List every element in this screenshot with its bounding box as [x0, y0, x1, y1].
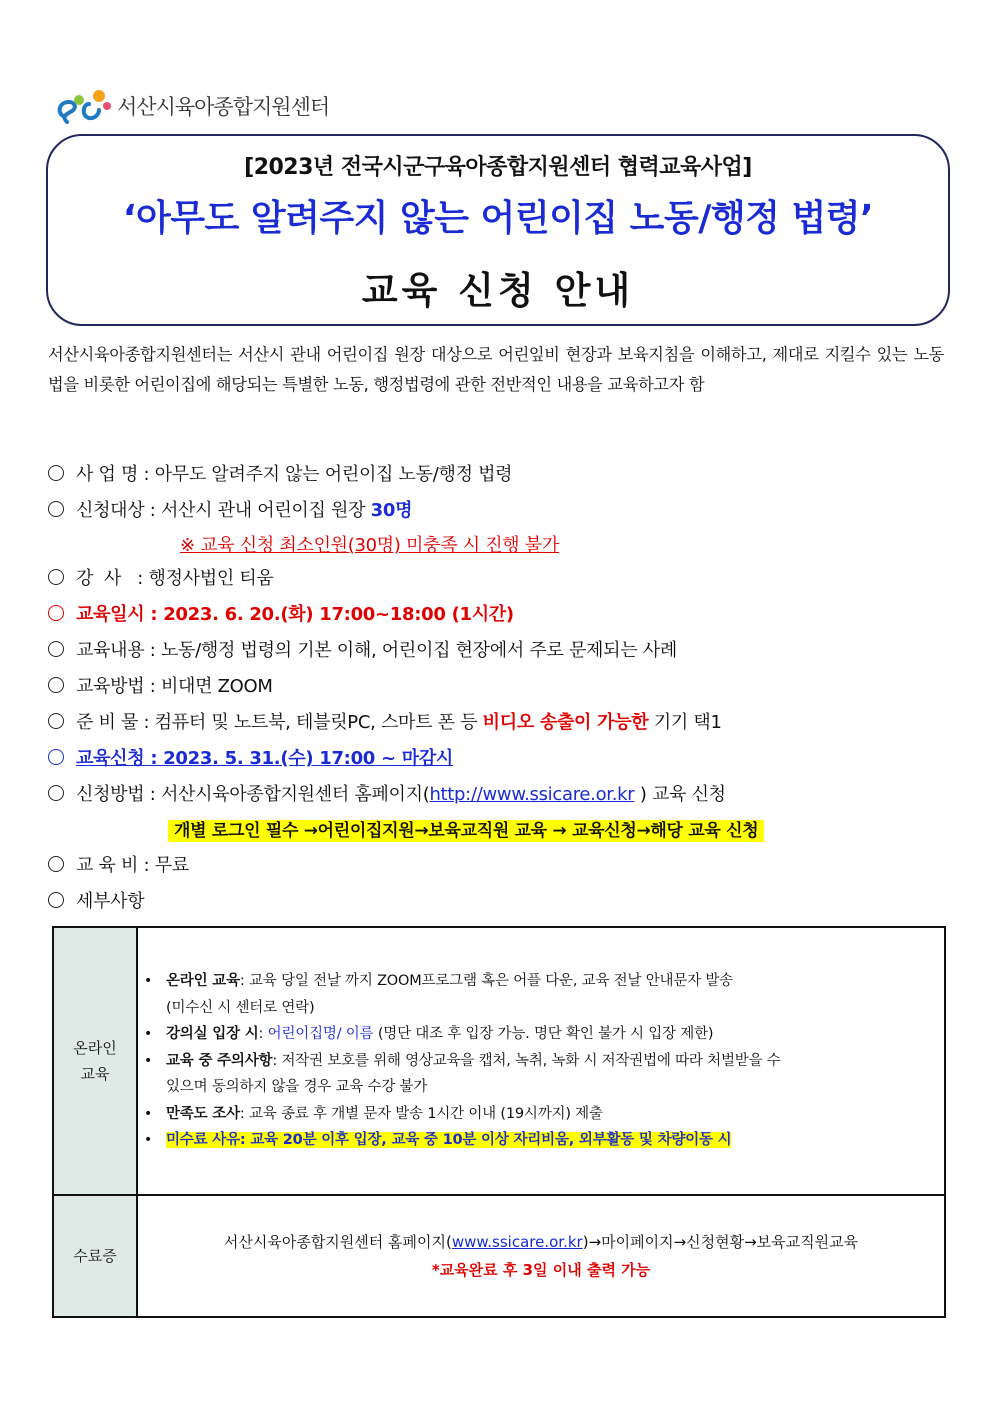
- title-box: [46, 134, 950, 326]
- circle-bullet-icon: [48, 605, 64, 621]
- item-value: 무료: [154, 855, 189, 876]
- circle-bullet-icon: [48, 569, 64, 585]
- item-label: 세부사항: [76, 891, 145, 912]
- item-label: 교 육 비: [76, 855, 139, 876]
- item-apply-method: 신청방법 : 서산시육아종합지원센터 홈페이지(http://www.ssicare.or.kr ) 교육 신청: [48, 780, 726, 806]
- item-label: 교육내용: [76, 640, 145, 661]
- item-value-post: ) 교육 신청: [639, 784, 726, 805]
- item-value: 아무도 알려주지 않는 어린이집 노동/행정 법령: [154, 464, 513, 485]
- notice-title: 교육 신청 안내: [361, 269, 635, 312]
- org-logo-icon: [55, 86, 113, 126]
- item-details: [48, 887, 144, 913]
- certificate-cell: [137, 1195, 945, 1317]
- circle-bullet-icon: [48, 749, 64, 765]
- item-label: 사 업 명: [76, 464, 139, 485]
- org-logo: [55, 86, 329, 126]
- certificate-header: 수료증: [53, 1195, 137, 1317]
- item-target: 신청대상 : 서산시 관내 어린이집 원장 30명: [48, 496, 412, 522]
- item-project: 사 업 명 : 아무도 알려주지 않는 어린이집 노동/행정 법령: [48, 460, 512, 486]
- online-header: 온라인 교육: [53, 927, 137, 1195]
- item-label: 신청방법: [76, 784, 145, 805]
- intro-paragraph: 서산시육아종합지원센터는 서산시 관내 어린이집 원장 대상으로 어린잎비 현장과 보육지침을 이해하고, 제대로 지킬수 있는 노동법을 비롯한 어린이집에 해당되는 특별한 노동, 행정법령에 관한 전반적인 내용을 교육하고자 함: [48, 345, 944, 394]
- circle-bullet-icon: [48, 501, 64, 517]
- list-item: • 만족도 조사: 교육 종료 후 개별 문자 발송 1시간 이내 (19시까지) 제출: [144, 1101, 934, 1128]
- item-label: 준 비 물: [76, 712, 139, 733]
- item-label: 교육일시: [76, 604, 145, 625]
- list-item: • 미수료 사유: 교육 20분 이후 입장, 교육 중 10분 이상 자리비움, 외부활동 및 차량이동 시: [144, 1127, 934, 1154]
- item-instructor: 강 사 : 행정사법인 티움: [48, 564, 274, 590]
- circle-bullet-icon: [48, 641, 64, 657]
- circle-bullet-icon: [48, 713, 64, 729]
- item-label: 신청대상: [76, 500, 145, 521]
- item-value: 2023. 5. 31.(수) 17:00 ~ 마감시: [163, 748, 454, 769]
- item-content: 교육내용 : 노동/행정 법령의 기본 이해, 어린이집 현장에서 주로 문제되는 사례: [48, 636, 677, 662]
- item-value: 행정사법인 티움: [148, 568, 274, 589]
- item-value: 서산시육아종합지원센터 홈페이지(: [160, 784, 430, 805]
- item-value-post: 기기 택1: [653, 712, 722, 733]
- table-row-online: [53, 927, 945, 1195]
- item-fee: 교 육 비 : 무료: [48, 851, 189, 877]
- certificate-note: *교육완료 후 3일 이내 출력 가능: [431, 1261, 651, 1279]
- item-date: 교육일시 : 2023. 6. 20.(화) 17:00~18:00 (1시간): [48, 600, 514, 626]
- list-item: • 강의실 입장 시: 어린이집명/ 이름 (명단 대조 후 입장 가능. 명단 확인 불가 시 입장 제한): [144, 1021, 934, 1048]
- table-row-certificate: [53, 1195, 945, 1317]
- item-label: 교육방법: [76, 676, 145, 697]
- online-cell: [137, 927, 945, 1195]
- apply-path: [168, 816, 764, 841]
- item-value: 서산시 관내 어린이집 원장: [160, 500, 366, 521]
- detail-table: [52, 926, 946, 1318]
- online-bullets: [144, 968, 934, 1154]
- item-method: 교육방법 : 비대면 ZOOM: [48, 672, 273, 698]
- circle-bullet-icon: [48, 465, 64, 481]
- certificate-link[interactable]: www.ssicare.or.kr: [451, 1233, 583, 1251]
- item-value: 비대면 ZOOM: [160, 676, 273, 697]
- circle-bullet-icon: [48, 856, 64, 872]
- course-title: ‘아무도 알려주지 않는 어린이집 노동/행정 법령’: [122, 198, 874, 239]
- target-count: 30명: [370, 500, 413, 521]
- item-value: 컴퓨터 및 노트북, 테블릿PC, 스마트 폰 등: [154, 712, 478, 733]
- item-value: 노동/행정 법령의 기본 이해, 어린이집 현장에서 주로 문제되는 사례: [160, 640, 677, 661]
- supplies-emphasis: 비디오 송출이 가능한: [482, 712, 649, 733]
- program-title: [2023년 전국시군구육아종합지원센터 협력교육사업]: [244, 155, 752, 180]
- item-label: 강 사: [76, 568, 122, 589]
- certificate-line: 서산시육아종합지원센터 홈페이지(www.ssicare.or.kr)→마이페이지→신청현황→보육교직원교육: [223, 1233, 859, 1251]
- apply-path-text: 개별 로그인 필수 →어린이집지원→보육교직원 교육 → 교육신청→해당 교육 신청: [168, 820, 764, 842]
- circle-bullet-icon: [48, 677, 64, 693]
- item-supplies: 준 비 물 : 컴퓨터 및 노트북, 테블릿PC, 스마트 폰 등 비디오 송출이 가능한 기기 택1: [48, 708, 722, 734]
- list-item: • 온라인 교육: 교육 당일 전날 까지 ZOOM프로그램 혹은 어플 다운, 교육 전날 안내문자 발송 (미수신 시 센터로 연락): [144, 968, 934, 1021]
- item-label: 교육신청: [76, 748, 145, 769]
- homepage-link[interactable]: http://www.ssicare.or.kr: [429, 784, 635, 805]
- item-apply: 교육신청 : 2023. 5. 31.(수) 17:00 ~ 마감시: [48, 744, 453, 770]
- target-note: ※ 교육 신청 최소인원(30명) 미충족 시 진행 불가: [180, 535, 559, 556]
- org-name: 서산시육아종합지원센터: [117, 95, 330, 119]
- circle-bullet-icon: [48, 785, 64, 801]
- circle-bullet-icon: [48, 892, 64, 908]
- item-value: 2023. 6. 20.(화) 17:00~18:00 (1시간): [163, 604, 514, 625]
- list-item: • 교육 중 주의사항: 저작권 보호를 위해 영상교육을 캡처, 녹취, 녹화 시 저작권법에 따라 처벌받을 수 있으며 동의하지 않을 경우 교육 수강 불가: [144, 1048, 934, 1101]
